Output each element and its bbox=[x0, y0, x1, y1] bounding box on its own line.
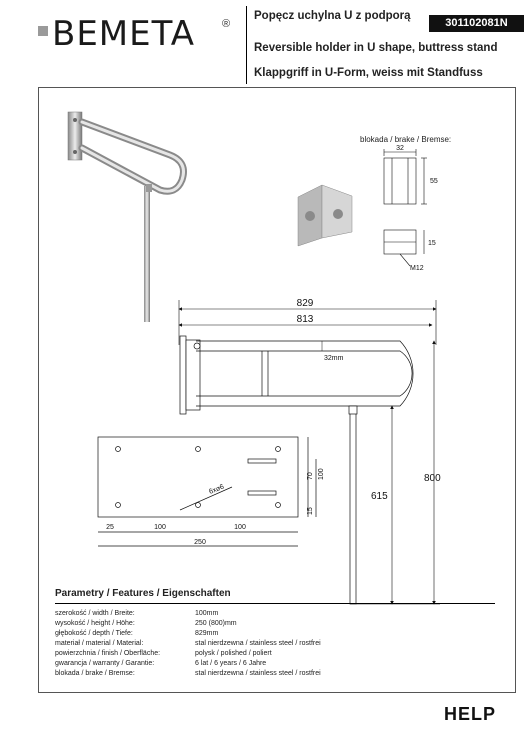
param-row bbox=[55, 670, 495, 680]
param-label: gwarancja / warranty / Garantie: bbox=[55, 660, 155, 667]
param-row bbox=[55, 640, 495, 650]
dim-plate-25: 25 bbox=[106, 524, 114, 531]
dim-inner-depth: 813 bbox=[296, 314, 314, 325]
param-value: polysk / polished / poliert bbox=[195, 650, 272, 657]
title-german: Klappgriff in U-Form, weiss mit Standfuss bbox=[254, 67, 483, 79]
param-value: 6 lat / 6 years / 6 Jahre bbox=[195, 660, 267, 667]
help-logo: HELP bbox=[444, 704, 497, 724]
brand-logo-text: BEMETA bbox=[52, 14, 196, 54]
registered-mark: ® bbox=[222, 18, 231, 30]
brake-label: blokada / brake / Bremse: bbox=[360, 135, 452, 144]
brake-dim-width: 32 bbox=[396, 145, 404, 152]
param-value: stal nierdzewna / stainless steel / rostfrei bbox=[195, 640, 321, 647]
param-value: 250 (800)mm bbox=[195, 620, 237, 627]
rail-side-view bbox=[180, 336, 413, 604]
params-title: Parametry / Features / Eigenschaften bbox=[55, 588, 231, 599]
param-row bbox=[55, 630, 495, 640]
mounting-plate bbox=[98, 437, 316, 546]
dim-total-height: 800 bbox=[424, 473, 441, 484]
dim-screws: 6x⌀6 bbox=[208, 483, 226, 496]
param-row bbox=[55, 650, 495, 660]
dim-plate-250: 250 bbox=[194, 539, 206, 546]
param-label: szerokość / width / Breite: bbox=[55, 610, 135, 617]
dim-plate-100a: 100 bbox=[154, 524, 166, 531]
dim-leg-height: 615 bbox=[371, 491, 388, 502]
product-code-badge: 301102081N bbox=[429, 15, 524, 32]
brake-dim-depth: 15 bbox=[428, 240, 436, 247]
param-label: głębokość / depth / Tiefe: bbox=[55, 630, 133, 637]
param-row bbox=[55, 620, 495, 630]
product-photo bbox=[68, 112, 184, 322]
param-value: 100mm bbox=[195, 610, 219, 617]
dim-tube: 32mm bbox=[324, 355, 344, 362]
brake-dim-screw: M12 bbox=[410, 265, 424, 272]
param-label: blokada / brake / Bremse: bbox=[55, 670, 135, 677]
dim-plate-100: 100 bbox=[318, 468, 325, 480]
dim-overall-depth: 829 bbox=[296, 298, 314, 309]
dim-plate-15: 15 bbox=[307, 507, 314, 515]
brake-dim-height: 55 bbox=[430, 178, 438, 185]
dim-plate-70: 70 bbox=[307, 472, 314, 480]
param-label: materiał / material / Material: bbox=[55, 640, 144, 647]
param-label: powierzchnia / finish / Oberfläche: bbox=[55, 650, 161, 657]
param-row bbox=[55, 610, 495, 620]
title-english: Reversible holder in U shape, buttress stand bbox=[254, 42, 498, 54]
title-polish: Popęcz uchylna U z podporą bbox=[254, 10, 411, 22]
brake-photo bbox=[298, 185, 352, 246]
params-divider bbox=[55, 603, 495, 604]
param-row bbox=[55, 660, 495, 670]
param-value: 829mm bbox=[195, 630, 219, 637]
param-label: wysokość / height / Höhe: bbox=[55, 620, 135, 627]
param-value: stal nierdzewna / stainless steel / rostfrei bbox=[195, 670, 321, 677]
brake-drawing bbox=[384, 149, 427, 266]
dim-plate-100b: 100 bbox=[234, 524, 246, 531]
